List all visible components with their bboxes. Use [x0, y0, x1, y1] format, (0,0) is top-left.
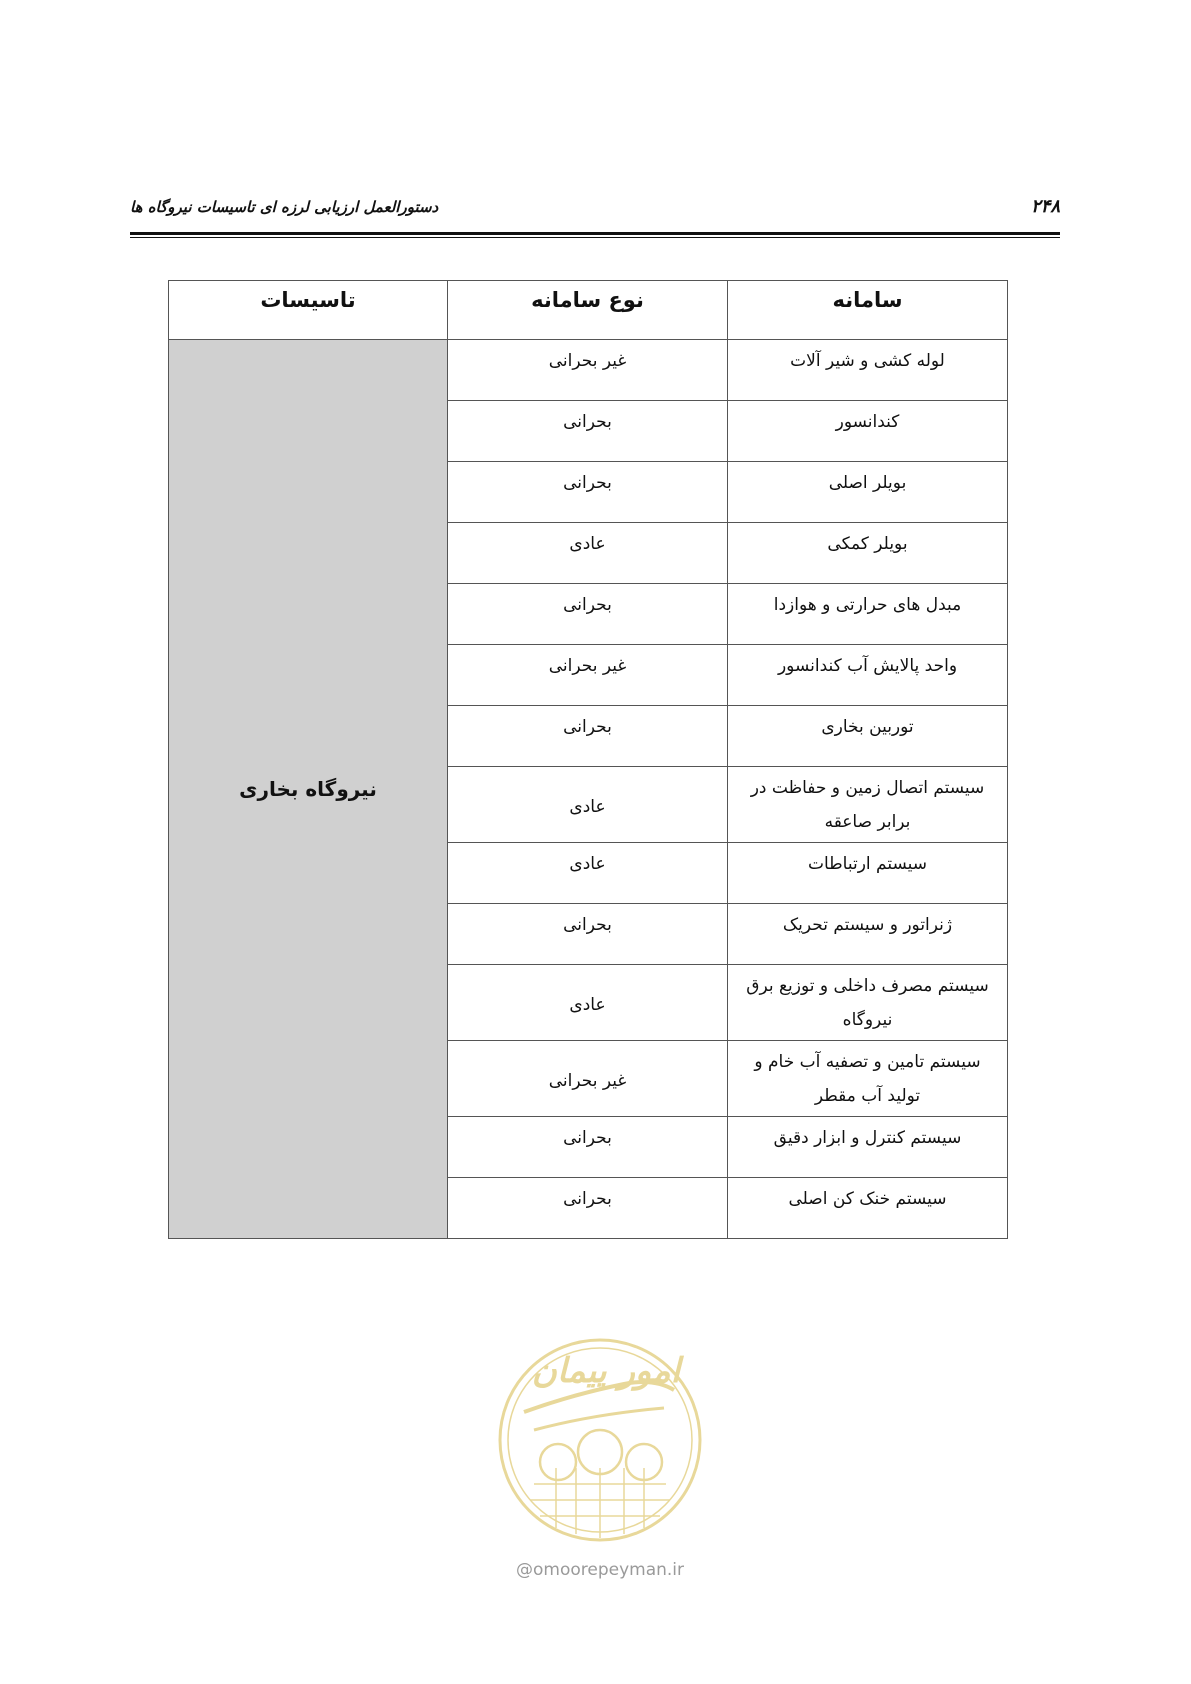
page-header: [130, 196, 1060, 226]
watermark-logo-text: امور پیمان: [531, 1351, 681, 1391]
system-cell: ژنراتور و سیستم تحریک: [728, 904, 1008, 965]
running-title: دستورالعمل ارزیابی لرزه ای تاسیسات نیروگاه ها: [130, 198, 439, 216]
system-type-cell: عادی: [448, 523, 728, 584]
system-cell: سیستم کنترل و ابزار دقیق: [728, 1117, 1008, 1178]
system-cell: توربین بخاری: [728, 706, 1008, 767]
system-type-cell: بحرانی: [448, 1178, 728, 1239]
watermark-url: @omoorepeyman.ir: [515, 1560, 685, 1580]
system-cell: کندانسور: [728, 401, 1008, 462]
system-type-cell: غیر بحرانی: [448, 340, 728, 401]
system-type-cell: عادی: [448, 767, 728, 843]
system-type-cell: غیر بحرانی: [448, 645, 728, 706]
table-header-row: [169, 281, 1008, 340]
watermark-logo: [494, 1334, 706, 1546]
system-cell: مبدل های حرارتی و هوازدا: [728, 584, 1008, 645]
column-header-facility: تاسیسات: [169, 281, 448, 340]
system-type-cell: بحرانی: [448, 706, 728, 767]
system-cell: سیستم خنک کن اصلی: [728, 1178, 1008, 1239]
systems-table: [168, 280, 1008, 1239]
system-type-cell: عادی: [448, 965, 728, 1041]
system-cell: سیستم مصرف داخلی و توزیع برق نیروگاه: [728, 965, 1008, 1041]
system-cell: سیستم تامین و تصفیه آب خام و تولید آب مقطر: [728, 1041, 1008, 1117]
system-cell: سیستم اتصال زمین و حفاظت در برابر صاعقه: [728, 767, 1008, 843]
header-rule-thin: [130, 237, 1060, 238]
page-number: ۲۴۸: [1030, 196, 1060, 217]
facility-cell: نیروگاه بخاری: [169, 340, 448, 1239]
system-type-cell: عادی: [448, 843, 728, 904]
system-type-cell: بحرانی: [448, 584, 728, 645]
system-type-cell: بحرانی: [448, 904, 728, 965]
table-row: [169, 340, 1008, 401]
system-cell: سیستم ارتباطات: [728, 843, 1008, 904]
system-cell: بویلر کمکی: [728, 523, 1008, 584]
system-cell: بویلر اصلی: [728, 462, 1008, 523]
column-header-system-type: نوع سامانه: [448, 281, 728, 340]
system-cell: واحد پالایش آب کندانسور: [728, 645, 1008, 706]
system-type-cell: غیر بحرانی: [448, 1041, 728, 1117]
column-header-system: سامانه: [728, 281, 1008, 340]
system-type-cell: بحرانی: [448, 462, 728, 523]
system-cell: لوله کشی و شیر آلات: [728, 340, 1008, 401]
system-type-cell: بحرانی: [448, 1117, 728, 1178]
system-type-cell: بحرانی: [448, 401, 728, 462]
header-rule-thick: [130, 232, 1060, 235]
